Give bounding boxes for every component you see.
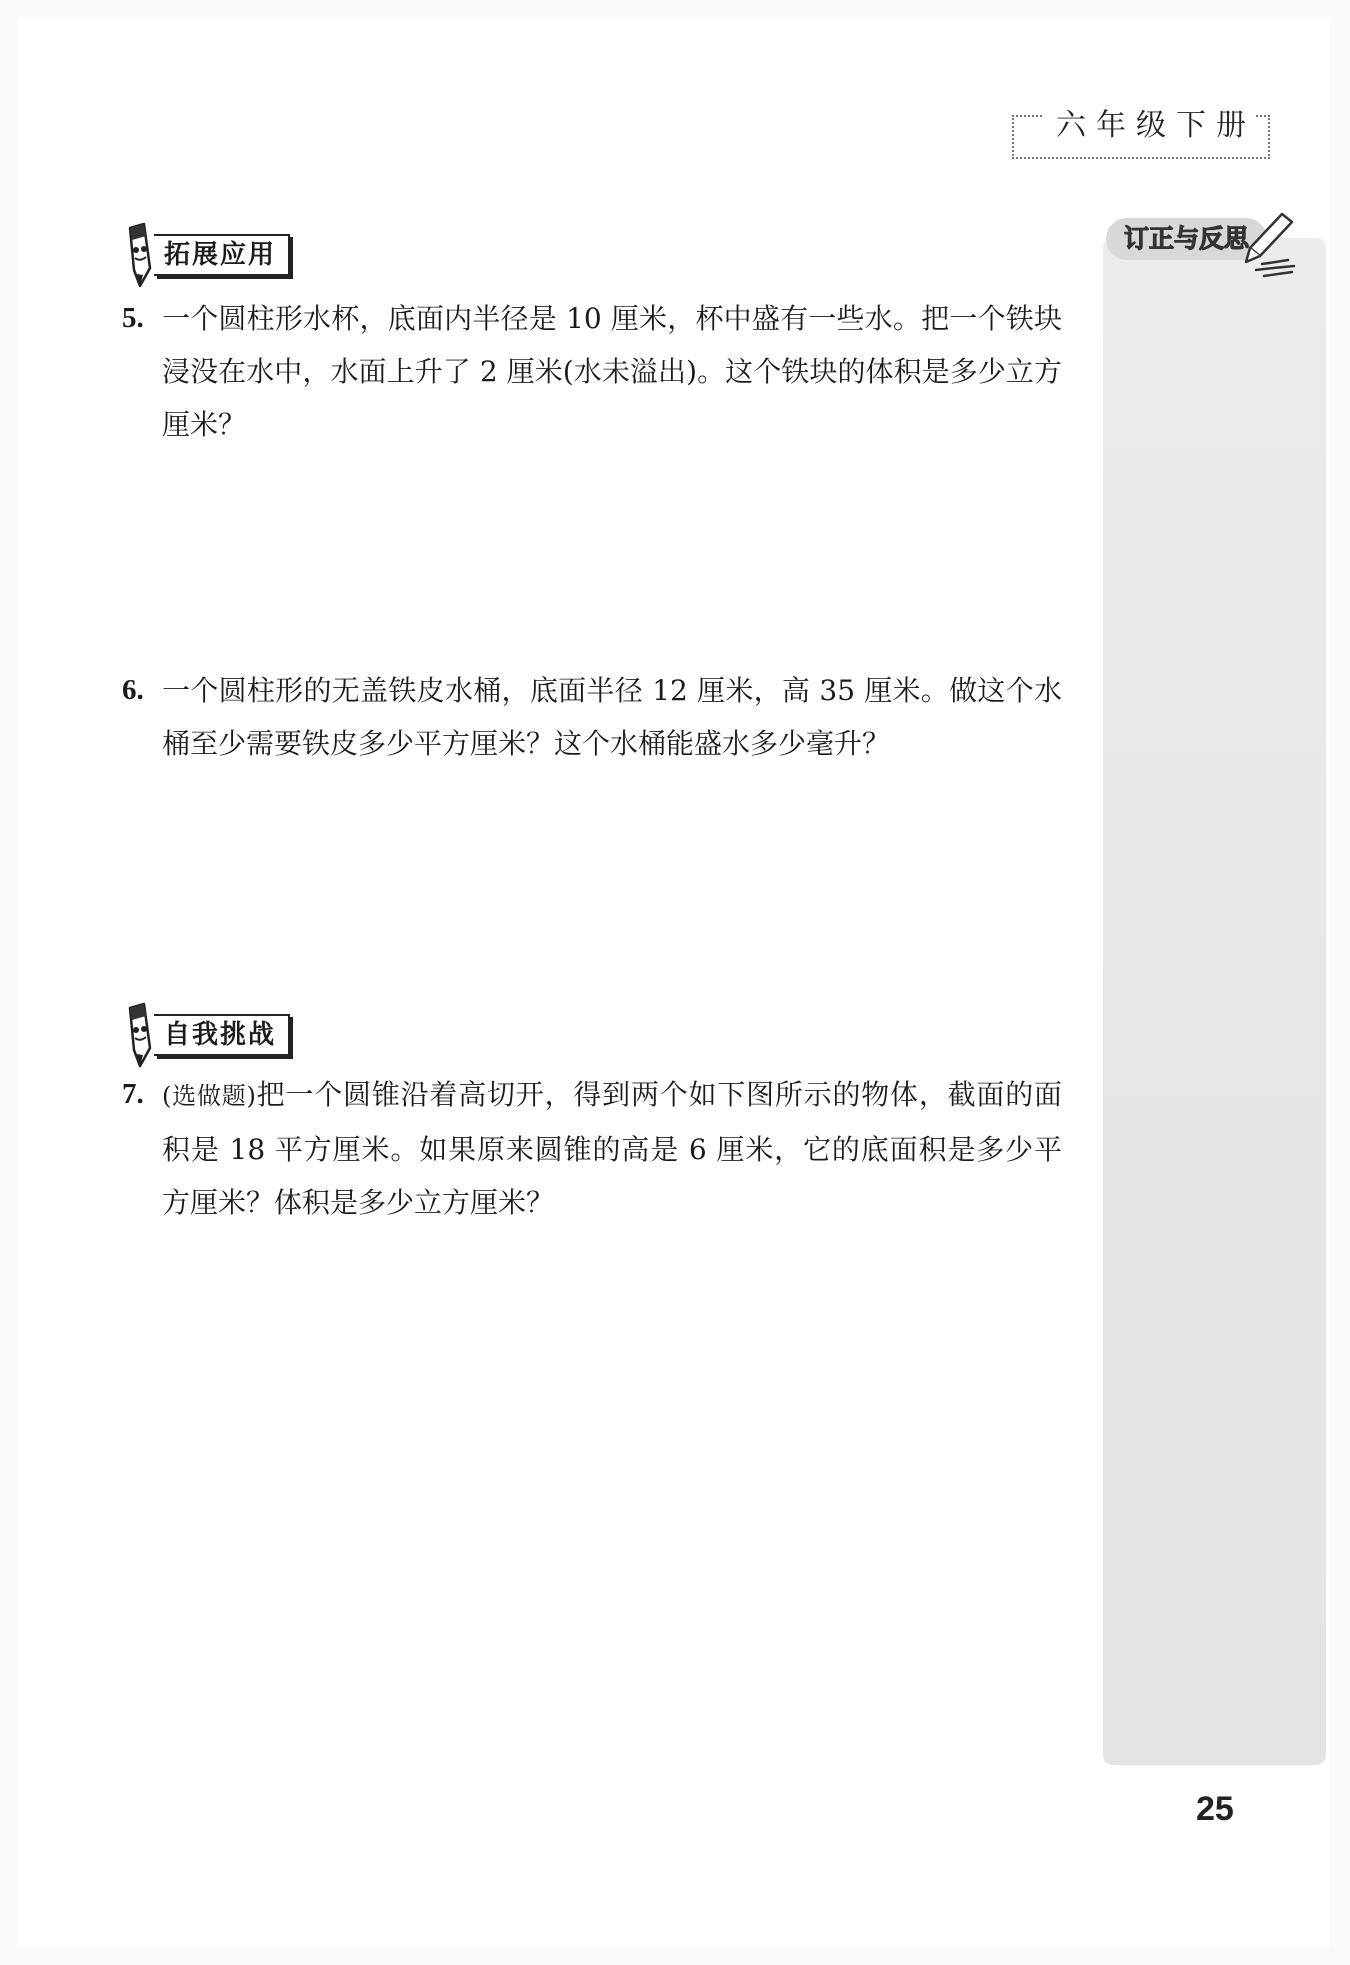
question-number: 7. bbox=[122, 1078, 144, 1110]
pen-icon bbox=[1236, 208, 1300, 278]
question-text: 把一个圆锥沿着高切开，得到两个如下图所示的物体，截面的面积是 18 平方厘米。如果原来圆锥的高是 6 厘米，它的底面积是多少平方厘米？体积是多少立方厘米？ bbox=[162, 1078, 1062, 1219]
section-title: 自我挑战 bbox=[154, 1014, 290, 1056]
correction-sidebar bbox=[1103, 238, 1326, 1765]
question-7 bbox=[122, 1068, 1062, 1229]
question-number: 5. bbox=[122, 302, 144, 334]
question-text: 一个圆柱形水杯，底面内半径是 10 厘米，杯中盛有一些水。把一个铁块浸没在水中，水面上升了 2 厘米(水未溢出)。这个铁块的体积是多少立方厘米？ bbox=[162, 302, 1062, 441]
page-number: 25 bbox=[1196, 1790, 1234, 1828]
question-6 bbox=[122, 664, 1062, 770]
optional-tag: (选做题) bbox=[162, 1082, 256, 1110]
section-title: 拓展应用 bbox=[154, 234, 290, 276]
question-body bbox=[162, 1068, 1062, 1229]
question-number: 6. bbox=[122, 674, 144, 706]
sidebar-label: 订正与反思 bbox=[1106, 218, 1267, 260]
grade-label: 六年级下册 bbox=[1044, 100, 1256, 144]
question-text: 一个圆柱形的无盖铁皮水桶，底面半径 12 厘米，高 35 厘米。做这个水桶至少需要铁皮多少平方厘米？这个水桶能盛水多少毫升？ bbox=[162, 674, 1062, 760]
question-5 bbox=[122, 292, 1062, 451]
